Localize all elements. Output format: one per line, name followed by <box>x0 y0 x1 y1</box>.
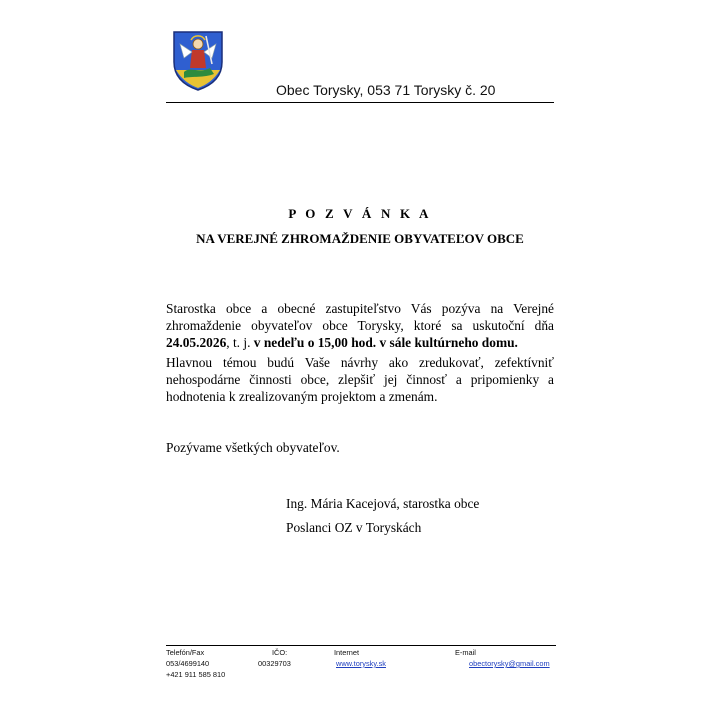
coat-of-arms-icon <box>170 28 226 92</box>
meeting-time-place: v nedeľu o 15,00 hod. v sále kultúrneho domu. <box>253 335 518 350</box>
figure-body <box>190 50 206 68</box>
header-divider <box>166 102 554 103</box>
figure-head <box>193 39 203 49</box>
footer-phone-1: 053/4699140 <box>166 659 210 668</box>
footer-internet-label: Internet <box>334 648 360 657</box>
footer-divider <box>166 645 556 646</box>
org-address-line: Obec Torysky, 053 71 Torysky č. 20 <box>276 82 496 98</box>
footer-website-link[interactable]: www.torysky.sk <box>336 659 386 668</box>
document-title: P O Z V Á N K A <box>288 206 432 221</box>
footer-email-label: E-mail <box>455 648 476 657</box>
document-subtitle: NA VEREJNÉ ZHROMAŽDENIE OBYVATEĽOV OBCE <box>196 231 524 246</box>
signature-mayor: Ing. Mária Kacejová, starostka obce <box>286 496 480 511</box>
footer-email-link[interactable]: obectorysky@gmail.com <box>469 659 550 668</box>
footer-phone-label: Telefón/Fax <box>166 648 205 657</box>
closing-paragraph: Pozývame všetkých obyvateľov. <box>166 440 340 455</box>
footer-ico-label: IČO: <box>272 648 288 657</box>
footer-ico-block <box>258 647 291 669</box>
invitation-paragraph <box>166 300 554 351</box>
footer-internet-block <box>334 647 386 669</box>
footer-email-block <box>455 647 550 669</box>
invitation-text: Starostka obce a obecné zastupiteľstvo Vás pozýva na Verejné zhromaždenie obyvateľov obce Torysky, ktoré sa uskutoční dňa <box>166 301 554 333</box>
footer-phone-block <box>166 647 225 680</box>
footer-ico-value: 00329703 <box>258 659 291 668</box>
signature-council: Poslanci OZ v Toryskách <box>286 520 422 535</box>
invitation-connector: , t. j. <box>226 335 254 350</box>
topic-paragraph: Hlavnou témou budú Vaše návrhy ako zredukovať, zefektívniť nehospodárne činnosti obce, zlepšiť jej činnosť a pripomienky a hodnotenia k zrealizovaným projektom a zmenám. <box>166 355 554 404</box>
meeting-date: 24.05.2026 <box>166 335 227 350</box>
footer-phone-2: +421 911 585 810 <box>166 670 226 679</box>
